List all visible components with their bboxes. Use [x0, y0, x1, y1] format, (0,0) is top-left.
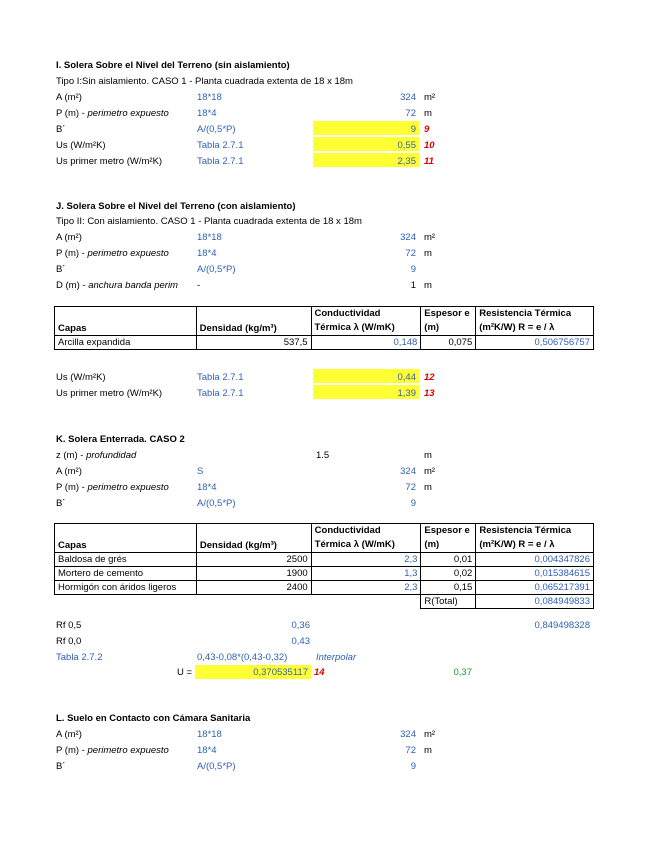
row-formula: A/(0,5*P): [197, 264, 236, 275]
row-value: 72: [405, 745, 416, 756]
cell-densidad: 1900: [196, 567, 311, 581]
cell-resistencia: 0,506756757: [476, 336, 594, 350]
row-formula: A/(0,5*P): [197, 124, 236, 135]
row-value: 9: [410, 124, 416, 135]
us-label: Us (W/m²K): [56, 372, 106, 383]
rf00-label: Rf 0,0: [56, 636, 82, 647]
header-espesor: Espesor e (m): [421, 307, 476, 336]
row-formula: 18*18: [197, 92, 222, 103]
extra-value: 0,849498328: [534, 620, 590, 631]
row-formula: Tabla 2.7.1: [197, 156, 244, 167]
row-value: 0,55: [397, 140, 416, 151]
row-label: A (m²): [56, 232, 82, 243]
us-note: 12: [424, 372, 435, 383]
table-row: [55, 581, 594, 595]
row-label: A (m²): [56, 729, 82, 740]
u-value: 0,370535117: [253, 667, 308, 678]
row-label: A (m²): [56, 466, 82, 477]
cell-espesor: 0,15: [421, 581, 476, 595]
row-value: 324: [400, 729, 416, 740]
row-label: D (m) - anchura banda perim: [56, 280, 178, 291]
header-conductividad: Conductividad Térmica λ (W/mK): [311, 524, 421, 553]
row-value: 9: [410, 264, 416, 275]
section-k-title: K. Solera Enterrada. CASO 2: [56, 434, 185, 445]
row-formula: 18*18: [197, 232, 222, 243]
section-i-subtitle: Tipo I:Sin aislamiento. CASO 1 - Planta cuadrada extenta de 18 x 18m: [56, 76, 353, 87]
row-unit: m: [424, 450, 432, 461]
cell-capa: Hormigón con áridos ligeros: [55, 581, 197, 595]
total-value: 0,084949833: [476, 595, 594, 609]
cell-resistencia: 0,015384615: [476, 567, 594, 581]
row-unit: m²: [424, 729, 436, 740]
table-total-row: [55, 595, 594, 609]
cell-densidad: 2400: [196, 581, 311, 595]
row-label: B´: [56, 264, 66, 275]
header-resistencia: Resistencia Térmica (m²K/W) R = e / λ: [476, 524, 594, 553]
interp-formula: 0,43-0,08*(0,43-0,32): [197, 652, 288, 663]
u-note: 14: [314, 667, 325, 678]
us-formula: Tabla 2.7.1: [197, 372, 244, 383]
row-label: P (m) - perimetro expuesto: [56, 745, 169, 756]
table-row: [55, 553, 594, 567]
row-value: 2,35: [397, 156, 416, 167]
row-value: 9: [410, 761, 416, 772]
section-j-subtitle: Tipo II: Con aislamiento. CASO 1 - Planta cuadrada extenta de 18 x 18m: [56, 216, 362, 227]
row-unit: m: [424, 482, 432, 493]
row-formula: S: [197, 466, 204, 477]
row-value: 324: [400, 92, 416, 103]
cell-capa: Mortero de cemento: [55, 567, 197, 581]
rf05-label: Rf 0,5: [56, 620, 82, 631]
cell-densidad: 2500: [196, 553, 311, 567]
row-label: Us primer metro (W/m²K): [56, 156, 163, 167]
cell-capa: Arcilla expandida: [55, 336, 197, 350]
cell-conductividad: 0,148: [311, 336, 421, 350]
cell-espesor: 0,01: [421, 553, 476, 567]
header-densidad: Densidad (kg/m³): [196, 307, 311, 336]
row-label: B´: [56, 124, 66, 135]
row-label: P (m) - perimetro expuesto: [56, 108, 169, 119]
row-formula: 18*4: [197, 745, 217, 756]
table-header-row: [55, 307, 594, 336]
row-formula: 18*4: [197, 482, 217, 493]
row-unit: m: [424, 280, 432, 291]
cell-conductividad: 2,3: [311, 553, 421, 567]
us-note: 13: [424, 388, 435, 399]
header-resistencia: Resistencia Térmica (m²K/W) R = e / λ: [476, 307, 594, 336]
row-unit: m²: [424, 232, 436, 243]
row-formula: 18*4: [197, 108, 217, 119]
total-label: R(Total): [421, 595, 476, 609]
section-i-title: I. Solera Sobre el Nivel del Terreno (sin aislamiento): [56, 60, 290, 71]
row-label: B´: [56, 761, 66, 772]
cell-densidad: 537,5: [196, 336, 311, 350]
row-unit: m²: [424, 92, 436, 103]
row-unit: m: [424, 745, 432, 756]
layers-table-k: [54, 523, 594, 609]
row-label: B´: [56, 498, 66, 509]
row-value: 72: [405, 482, 416, 493]
row-unit: m²: [424, 466, 436, 477]
row-label: Us (W/m²K): [56, 140, 106, 151]
header-capas: Capas: [55, 307, 197, 336]
table-row: [55, 336, 594, 350]
cell-conductividad: 1,3: [311, 567, 421, 581]
header-densidad: Densidad (kg/m³): [196, 524, 311, 553]
row-value: 72: [405, 108, 416, 119]
row-unit: m: [424, 108, 432, 119]
us-value: 0,44: [397, 372, 416, 383]
section-l-title: L. Suelo en Contacto con Cámara Sanitaria: [56, 713, 251, 724]
header-capas: Capas: [55, 524, 197, 553]
row-mid: 1.5: [316, 450, 330, 461]
header-espesor: Espesor e (m): [421, 524, 476, 553]
row-unit: m: [424, 248, 432, 259]
row-formula: Tabla 2.7.1: [197, 140, 244, 151]
row-note: 10: [424, 140, 435, 151]
rf00-value: 0,43: [291, 636, 310, 647]
interp-label: Interpolar: [316, 652, 357, 663]
section-j-title: J. Solera Sobre el Nivel del Terreno (con aislamiento): [56, 201, 296, 212]
row-label: A (m²): [56, 92, 82, 103]
row-value: 324: [400, 232, 416, 243]
layers-table-j: [54, 306, 594, 350]
us-label: Us primer metro (W/m²K): [56, 388, 163, 399]
row-formula: 18*4: [197, 248, 217, 259]
cell-resistencia: 0,004347826: [476, 553, 594, 567]
row-formula: 18*18: [197, 729, 222, 740]
table-header-row: [55, 524, 594, 553]
us-value: 1,39: [397, 388, 416, 399]
cell-conductividad: 2,3: [311, 581, 421, 595]
cell-espesor: 0,02: [421, 567, 476, 581]
rounded-value: 0,37: [453, 667, 472, 678]
tabla-label: Tabla 2.7.2: [56, 652, 103, 663]
cell-capa: Baldosa de grés: [55, 553, 197, 567]
row-value: 9: [410, 498, 416, 509]
header-conductividad: Conductividad Térmica λ (W/mK): [311, 307, 421, 336]
us-formula: Tabla 2.7.1: [197, 388, 244, 399]
row-label: z (m) - profundidad: [56, 450, 137, 461]
row-formula: -: [197, 280, 201, 291]
row-label: P (m) - perimetro expuesto: [56, 482, 169, 493]
cell-resistencia: 0,065217391: [476, 581, 594, 595]
u-label: U =: [176, 667, 192, 678]
row-value: 1: [410, 280, 416, 291]
cell-espesor: 0,075: [421, 336, 476, 350]
table-row: [55, 567, 594, 581]
row-value: 72: [405, 248, 416, 259]
row-formula: A/(0,5*P): [197, 498, 236, 509]
row-formula: A/(0,5*P): [197, 761, 236, 772]
rf05-value: 0,36: [291, 620, 310, 631]
row-label: P (m) - perimetro expuesto: [56, 248, 169, 259]
row-note: 11: [424, 156, 434, 167]
row-value: 324: [400, 466, 416, 477]
row-note: 9: [424, 124, 430, 135]
